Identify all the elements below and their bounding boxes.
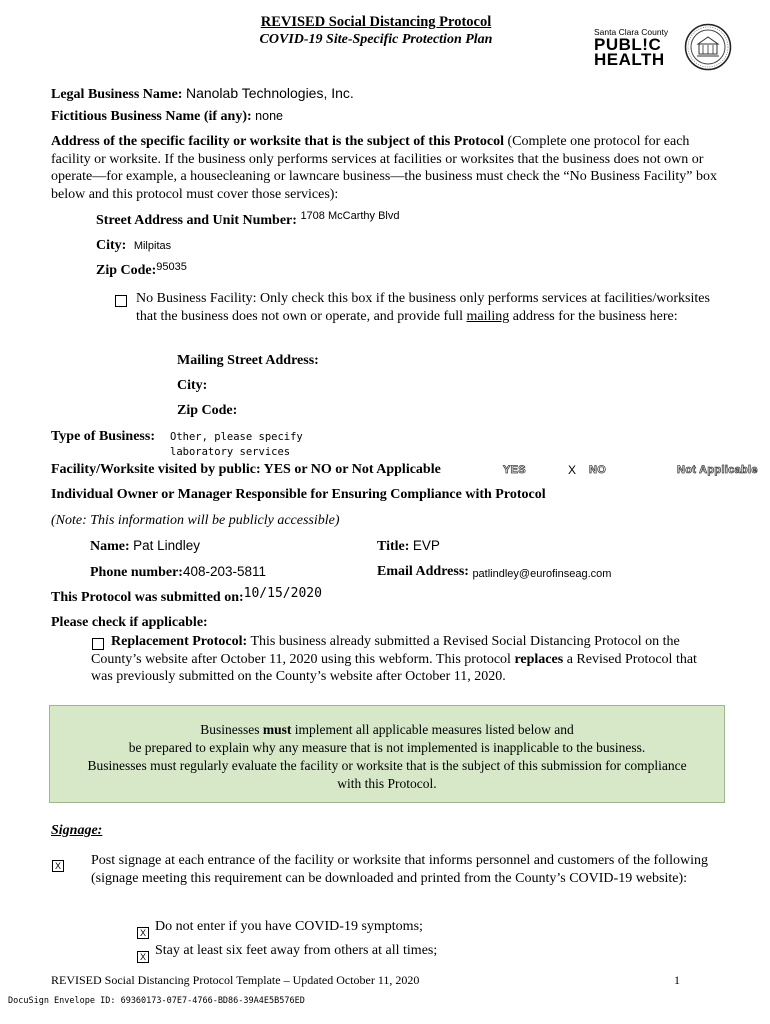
submitted-date-field[interactable]: 10/15/2020 <box>243 586 322 601</box>
mailing-city-label: City: <box>177 378 208 393</box>
page-number: 1 <box>674 973 680 987</box>
notice-line-4: with this Protocol. <box>337 776 437 791</box>
signage-item-checkbox-1[interactable]: X <box>137 927 149 939</box>
visited-yes-option[interactable]: YES <box>503 464 526 476</box>
visited-na-option[interactable]: Not Applicable <box>677 464 758 476</box>
business-type-field[interactable]: Other, please specify laboratory services <box>170 431 303 458</box>
owner-heading: Individual Owner or Manager Responsible for Ensuring Compliance with Protocol <box>51 487 546 502</box>
visited-selected-mark: X <box>568 463 577 477</box>
no-business-facility-text: No Business Facility: Only check this box if the business only performs services at facilities/worksites that the business does not own or operate, and provide full mailing address for the business here: <box>136 291 710 324</box>
zip-label: Zip Code: <box>96 263 157 278</box>
signage-heading: Signage: <box>51 823 103 838</box>
legal-name-label: Legal Business Name: <box>51 87 183 102</box>
compliance-notice-box <box>49 705 725 803</box>
no-business-facility-checkbox[interactable] <box>115 295 127 307</box>
business-type-label: Type of Business: <box>51 429 155 444</box>
signage-item-text-2: Stay at least six feet away from others at all times; <box>155 943 438 958</box>
notice-line-3: Businesses must regularly evaluate the facility or worksite that is the subject of this submission for compliance <box>87 758 687 773</box>
owner-note: (Note: This information will be publicly accessible) <box>51 513 340 528</box>
signage-main-checkbox[interactable]: X <box>52 860 64 872</box>
mailing-zip-field[interactable] <box>245 403 445 419</box>
visited-by-public-label: Facility/Worksite visited by public: YES or NO or Not Applicable <box>51 462 441 477</box>
street-label: Street Address and Unit Number: <box>96 213 297 228</box>
city-label: City: <box>96 238 127 253</box>
address-instructions: Address of the specific facility or worksite that is the subject of this Protocol (Complete one protocol for each facility or worksite. If the business only performs services at facilities or worksites that the business does not own or operate—for example, a housecleaning or lawncare business—the business must check the “No Business Facility” box below and this protocol must cover those services): <box>51 134 717 202</box>
zip-field[interactable]: 95035 <box>156 261 187 273</box>
owner-title-label: Title: <box>377 539 410 554</box>
submitted-date-label: This Protocol was submitted on: <box>51 590 244 605</box>
owner-phone-field[interactable]: 408-203-5811 <box>182 564 267 579</box>
owner-email-field[interactable]: patlindley@eurofinseag.com <box>472 568 612 580</box>
notice-line-2: be prepared to explain why any measure that is not implemented is inapplicable to the business. <box>128 740 646 755</box>
mailing-zip-label: Zip Code: <box>177 403 238 418</box>
public-health-logo: Santa Clara County PUBL!C HEALTH <box>594 27 669 69</box>
docusign-envelope-id: DocuSign Envelope ID: 69360173-07E7-4766-BD86-39A4E5B576ED <box>8 996 305 1006</box>
county-seal-icon <box>684 23 732 76</box>
owner-name-label: Name: <box>90 539 130 554</box>
fictitious-name-field[interactable]: none <box>255 109 283 123</box>
signage-item-text-1: Do not enter if you have COVID-19 symptoms; <box>155 919 423 934</box>
owner-phone-label: Phone number: <box>90 565 183 580</box>
replacement-protocol-text: Replacement Protocol: This business already submitted a Revised Social Distancing Protocol on the County’s website after October 11, 2020 using this webform. This protocol replaces a Revised Protocol that was previously submitted on the County’s website after October 11, 2020. <box>91 634 697 684</box>
street-field[interactable]: 1708 McCarthy Blvd <box>300 210 400 222</box>
document-title: REVISED Social Distancing Protocol <box>260 14 492 30</box>
visited-no-option[interactable]: NO <box>589 464 607 476</box>
owner-email-label: Email Address: <box>377 564 469 579</box>
notice-line-1: Businesses must implement all applicable measures listed below and <box>200 722 574 737</box>
mailing-city-field[interactable] <box>215 378 515 394</box>
mailing-street-field[interactable] <box>340 353 700 369</box>
document-subtitle: COVID-19 Site-Specific Protection Plan <box>259 32 493 47</box>
mailing-street-label: Mailing Street Address: <box>177 353 319 368</box>
signage-item-checkbox-2[interactable]: X <box>137 951 149 963</box>
fictitious-name-label: Fictitious Business Name (if any): <box>51 109 252 124</box>
legal-name-field[interactable]: Nanolab Technologies, Inc. <box>185 85 354 101</box>
owner-name-field[interactable]: Pat Lindley <box>133 538 200 553</box>
check-if-applicable-heading: Please check if applicable: <box>51 615 208 630</box>
footer-template-note: REVISED Social Distancing Protocol Template – Updated October 11, 2020 <box>51 973 420 987</box>
city-field[interactable]: Milpitas <box>133 240 172 252</box>
signage-main-text: Post signage at each entrance of the facility or worksite that informs personnel and customers of the following (signage meeting this requirement can be downloaded and printed from the County’s COVID-19 website): <box>91 853 708 886</box>
owner-title-field[interactable]: EVP <box>412 538 440 553</box>
